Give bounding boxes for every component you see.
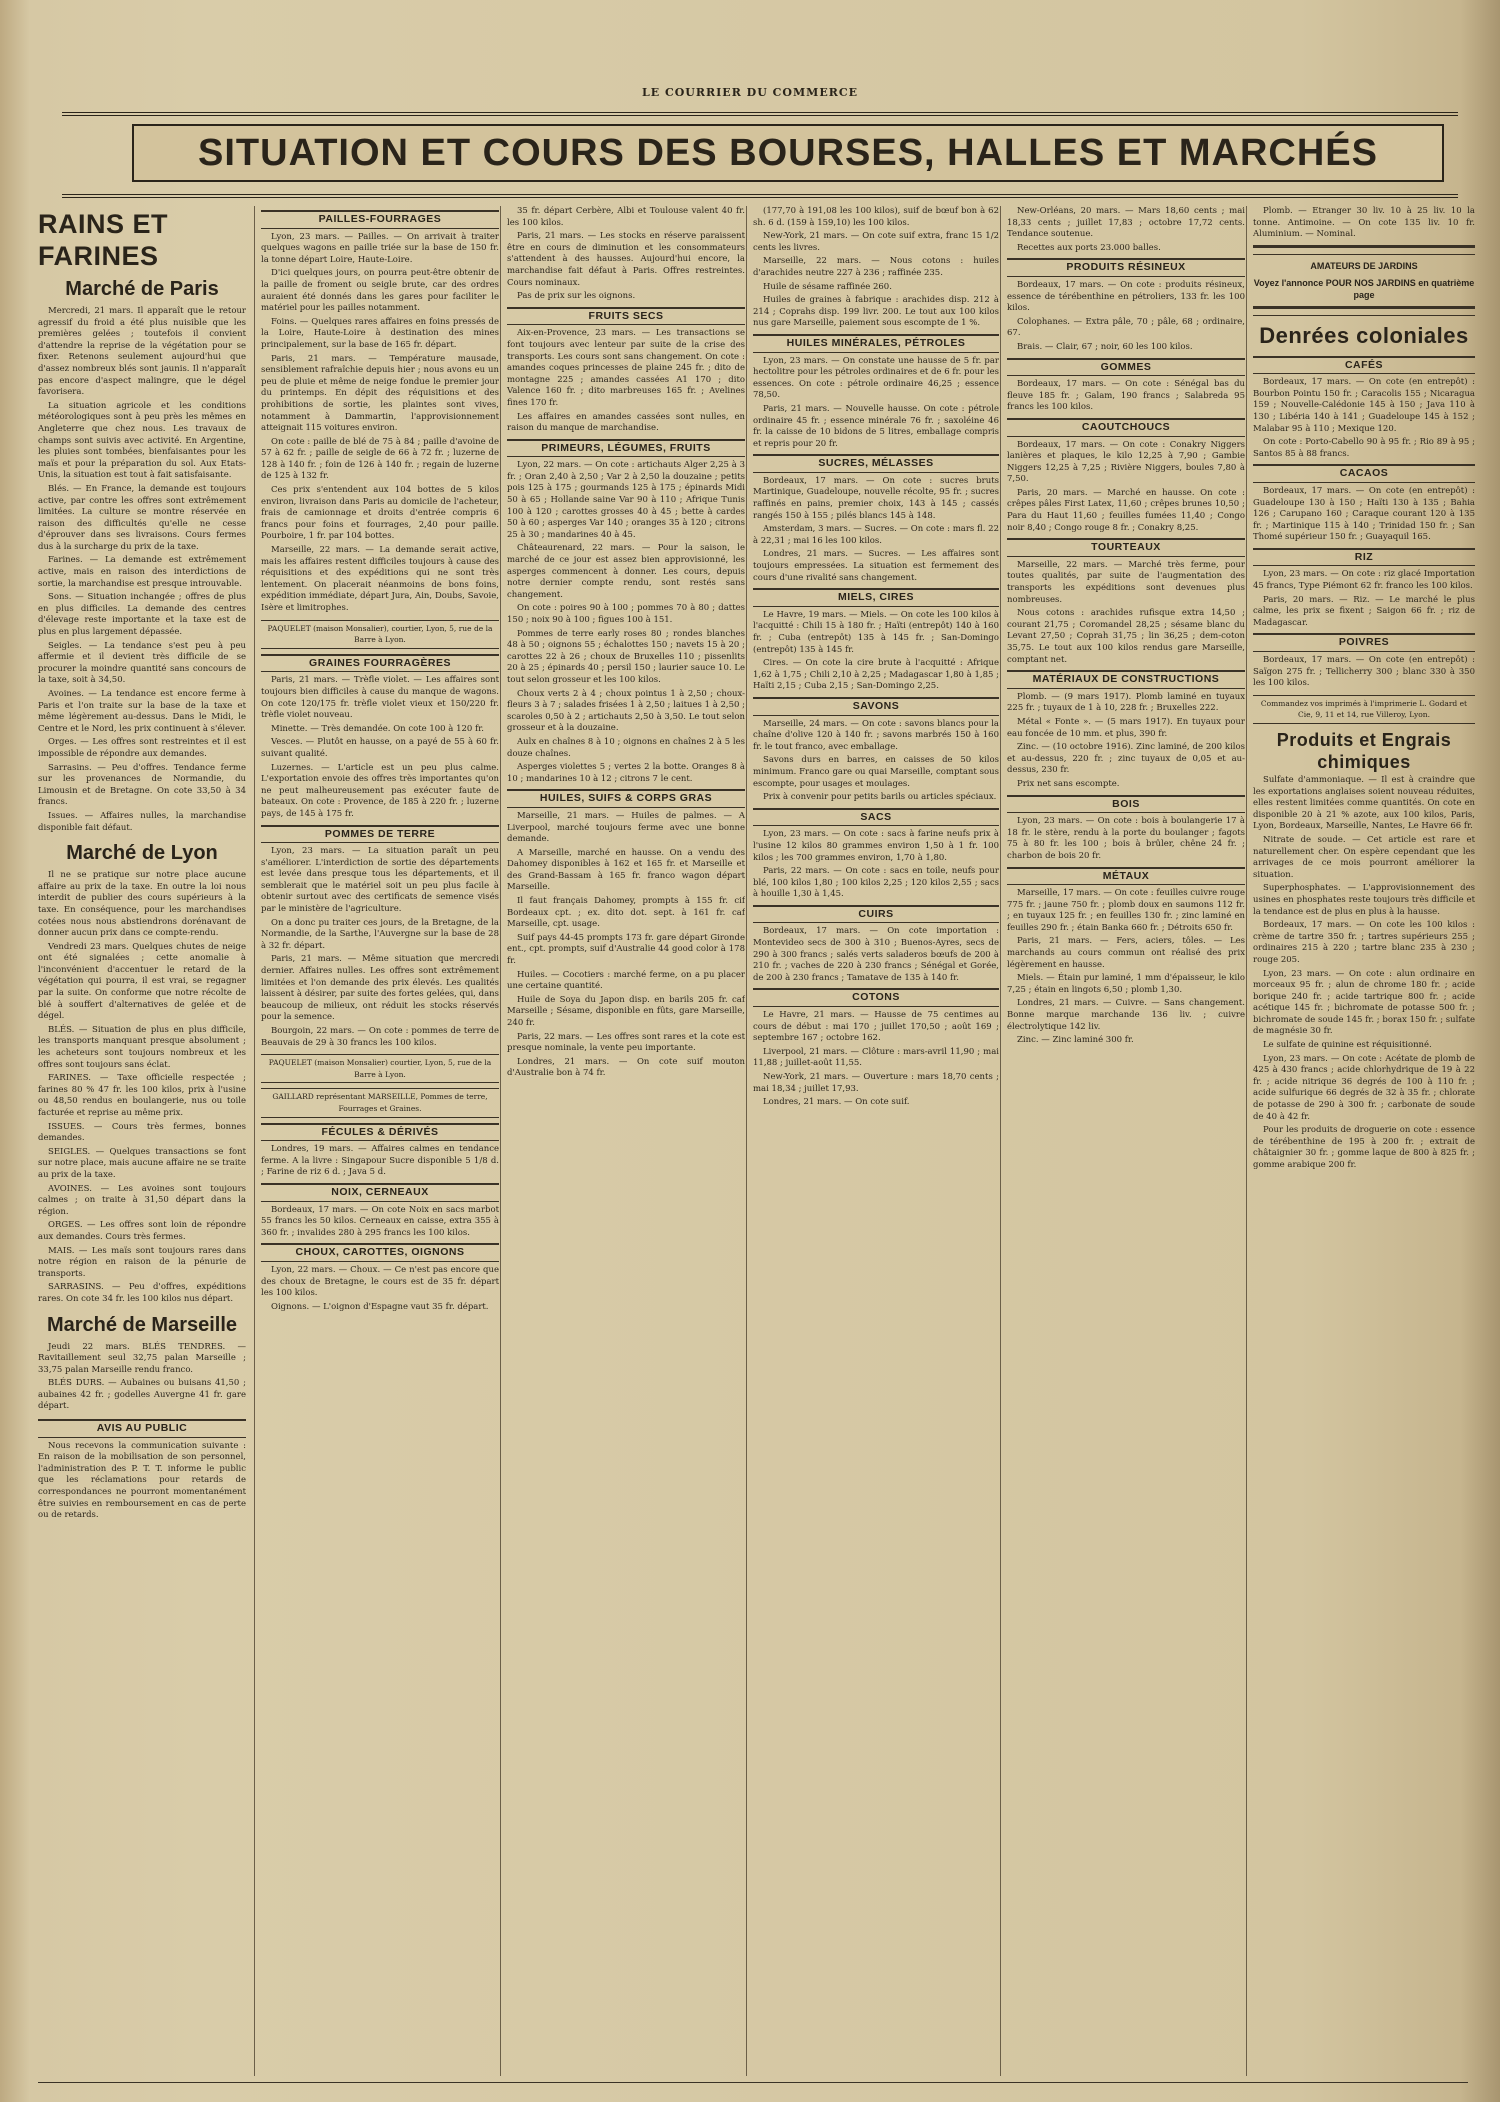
section-heading: SUCRES, MÉLASSES [753,454,999,473]
paragraph: Minette. — Très demandée. On cote 100 à 120 fr. [271,723,484,734]
paragraph: Liverpool, 21 mars. — Clôture : mars-avril 11,90 ; mai 11,88 ; juillet-août 11,55. [753,1046,999,1069]
section-heading-chemicals: Produits et Engrais chimiques [1276,730,1452,772]
paragraph: New-York, 21 mars. — On cote suif extra, franc 15 1/2 cents les livres. [753,231,999,253]
paragraph: Avoines. — La tendance est encore ferme à Paris et l'on traite sur la base de la taxe et même légèrement au-dessus. Dans le Midi, le Centre et le Nord, les prix continuent à s'élever. [38,689,246,734]
paragraph: Choux verts 2 à 4 ; choux pointus 1 à 2,50 ; choux-fleurs 3 à 7 ; salades frisées 1 à 2,50 ; laitues 1 à 2,50 ; scaroles 0,50 à 2 ; artichauts 2,50 à 3,50. Le tout selon grosseur et à la douzaine. [507,688,745,734]
paragraph: Sulfate d'ammoniaque. — Il est à craindre que les exportations anglaises soient nouveau réduites, elles restent limitées comme quantités. On cote en disponible 20 à 21 % azote, aux 100 kilos, Paris, Lyon, Bordeaux, Marseille, Nantes, Le Havre 66 fr. [1253,775,1475,832]
column-materials [1000,206,1245,2076]
paragraph: Issues. — Affaires nulles, la marchandise disponible fait défaut. [38,810,246,833]
paragraph: FARINES. — Taxe officielle respectée ; farines 80 % 47 fr. les 100 kilos, prix à l'usine ou 48,50 rendus en boulangerie, nus ou toile facturée et reprise au même prix. [38,1073,246,1118]
paragraph: A Marseille, marché en hausse. On a vendu des Dahomey disponibles à 162 et 165 fr. et Marseille et des Grand-Bassam à 165 fr. franco wagon départ Marseille. [507,847,745,893]
paragraph: Amsterdam, 3 mars. — Sucres. — On cote : mars fl. 22 à 22,31 ; mai 16 les 100 kilos. [753,524,999,546]
paragraph: Huiles. — Cocotiers : marché ferme, on a pu placer une certaine quantité. [507,969,745,992]
paragraph: Lyon, 23 mars. — Pailles. — On arrivait à traiter quelques wagons en paille triée sur la base de 150 fr. la tonne départ Loire, Haute-Loire. [261,231,499,265]
page-title: SITUATION ET COURS DES BOURSES, HALLES ET MARCHÉS [132,124,1444,182]
paragraph: Marseille, 22 mars. — Marché très ferme, pour toutes qualités, par suite de l'augmentation des transports les expéditions sont devenues plus nombreuses. [1007,559,1245,605]
paragraph: BLÉS. — Situation de plus en plus difficile, les transports manquant presque absolument ; les acheteurs sont toujours nombreux et les offres sont toujours sans éclat. [38,1024,246,1070]
section-heading: CHOUX, CAROTTES, OIGNONS [261,1243,499,1262]
paragraph: Huile de sésame raffinée 260. [763,281,892,292]
paragraph: Ces prix s'entendent aux 104 bottes de 5 kilos environ, livraison dans Paris au domicile de l'acheteur, frais de camionnage et droits d'entrée compris 6 francs pour foins et fourrages, 2,40 pour paille. Pourboire, 1 fr. par 104 bottes. [261,485,499,542]
paragraph: La situation agricole et les conditions météorologiques sont à peu près les mêmes en Angleterre que chez nous. Les travaux de champs sont suivis avec activité. En Argentine, les pluies sont tombées, bienfaisantes pour les maïs et pour la préparation du sol. Aux Etats-Unis, la situation est tout à fait satisfaisante. [38,400,246,481]
section-heading: MATÉRIAUX DE CONSTRUCTIONS [1007,670,1245,689]
paragraph: SEIGLES. — Quelques transactions se font sur notre place, mais aucune affaire ne se traite au prix de la taxe. [38,1146,246,1180]
paragraph: Zinc. — (10 octobre 1916). Zinc laminé, de 200 kilos et au-dessus, 220 fr. ; zinc tuyaux de 0,05 et au-dessus, 230 fr. [1007,742,1245,776]
paragraph: New-York, 21 mars. — Ouverture : mars 18,70 cents ; mai 18,34 ; juillet 17,93. [753,1072,999,1094]
paragraph: SARRASINS. — Peu d'offres, expéditions rares. On cote 34 fr. les 100 kilos nus départ. [38,1282,246,1304]
section-heading: HUILES, SUIFS & CORPS GRAS [507,789,745,808]
section-heading: NOIX, CERNEAUX [261,1183,499,1202]
paragraph: Mercredi, 21 mars. Il apparaît que le retour agressif du froid a été plus nuisible que les premières gelées ; toutefois il convient d'attendre la reprise de la végétation pour se fixer. Retenons seulement aujourd'hui que d'assez nombreux blés sont jaunis. Il n'apparaît pas encore d'aspect malingre, que le dégel favorisera. [38,306,246,398]
section-heading-grains: RAINS ET FARINES [38,209,169,271]
paragraph: Vesces. — Plutôt en hausse, on a payé de 55 à 60 fr. suivant qualité. [261,737,499,759]
paragraph: Paris, 21 mars. — Fers, aciers, tôles. — Les marchands au cours commun ont réalisé des prix légèrement en hausse. [1007,936,1245,970]
paragraph: Asperges violettes 5 ; vertes 2 la botte. Oranges 8 à 10 ; mandarines 10 à 12 ; citrons 7 le cent. [507,762,745,784]
paragraph: Vendredi 23 mars. Quelques chutes de neige ont été signalées ; cette anomalie à l'inconvénient d'accentuer le retard de la végétation qui pourra, il est vrai, se regagner par la suite. On conforme que notre récolte de blé à souffert d'alternatives de gelée et de dégel. [38,941,246,1022]
paragraph: AVOINES. — Les avoines sont toujours calmes ; on traite à 31,50 départ dans la région. [38,1183,246,1217]
paragraph: Superphosphates. — L'approvisionnement des usines en phosphates reste toujours très difficile et la tendance est de plus en plus à la hausse. [1253,883,1475,917]
column-oils-sugar [746,206,999,2076]
paragraph: Bordeaux, 17 mars. — On cote (en entrepôt) : Guadeloupe 130 à 150 ; Haïti 130 à 135 ; Bahia 126 ; Carupano 160 ; Caraque courant 120 à 135 fr. ; Martinique 115 à 140 ; Trinidad 150 fr. ; San Thomé supérieur 150 fr. ; Guayaquil 165. [1253,485,1475,543]
paragraph: Bourgoin, 22 mars. — On cote : pommes de terre de Beauvais de 29 à 30 francs les 100 kilos. [261,1026,499,1048]
paragraph: Colophanes. — Extra pâle, 70 ; pâle, 68 ; ordinaire, 67. [1007,316,1245,339]
section-heading: COTONS [753,988,999,1007]
section-heading-colonial: Denrées coloniales [1259,322,1469,348]
paragraph: Luzernes. — L'article est un peu plus calme. L'exportation envoie des offres très importantes qu'on ne peut malheureusement pas exécuter faute de bateaux. On cote : Provence, de 185 à 220 fr. ; luzerne pays, de 145 à 175 fr. [261,762,499,819]
paragraph: D'ici quelques jours, on pourra peut-être obtenir de la paille de froment ou seigle brute, car des ordres auraient été donnés dans les gares pour faciliter le matériel pour les pailles notamment. [261,268,499,314]
paragraph: Bordeaux, 17 mars. — On cote les 100 kilos : crème de tartre 350 fr. ; tartres supérieurs 255 ; ordinaires 215 à 220 ; tartre blanc 235 à 230 ; rouge 205. [1253,920,1475,965]
paragraph: Plomb. — Etranger 30 liv. 10 à 25 liv. 10 la tonne. Antimoine. — On cote 135 liv. 10 fr. Aluminium. — Nominal. [1253,206,1475,240]
paragraph: Lyon, 22 mars. — On cote : artichauts Alger 2,25 à 3 fr. ; Oran 2,40 à 2,50 ; Var 2 à 2,50 la douzaine ; petits pois 125 à 175 ; gourmands 125 à 175 ; épinards Midi 50 à 65 ; Hollande saine Var 90 à 110 ; Afrique Tunis 100 à 120 ; carottes grosses 40 à 45 ; bette à cardes 50 à 60 ; asperges Var 140 ; oranges 35 à 120 ; citrons 25 à 30 ; mandarines 40 à 45. [507,460,745,540]
paragraph: Marseille, 22 mars. — Nous cotons : huiles d'arachides neutre 227 à 236 ; raffinée 235. [753,256,999,278]
paragraph: Châteaurenard, 22 mars. — Pour la saison, le marché de ce jour est assez bien approvisionné, les asperges commencent à donner. Les cours, depuis notre dernier compte rendu, sont restés sans changement. [507,543,745,600]
paragraph: Il faut français Dahomey, prompts à 155 fr. cif Bordeaux cpt. ; ex. dito dot. sept. à 161 fr. caf Marseille, cpt. usage. [507,896,745,930]
paragraph: Le Havre, 19 mars. — Miels. — On cote les 100 kilos à l'acquitté : Chili 15 à 180 fr. ; Haïti (entrepôt) 140 à 160 fr. ; Cuba (entrepôt) 135 à 145 fr. ; San-Domingo (entrepôt) 135 à 145 fr. [753,609,999,655]
paragraph: 35 fr. départ Cerbère, Albi et Toulouse valent 40 fr. les 100 kilos. [507,206,745,228]
paragraph: Le Havre, 21 mars. — Hausse de 75 centimes au cours de début : mai 170 ; juillet 170,50 ; août 169 ; septembre 167 ; octobre 162. [753,1010,999,1044]
paragraph: On a donc pu traiter ces jours, de la Bretagne, de la Normandie, de la Sarthe, l'Auvergne sur la base de 28 à 32 fr. départ. [261,917,499,951]
paragraph: Nous cotons : arachides rufisque extra 14,50 ; courant 21,75 ; Coromandel 28,25 ; sésame blanc du Levant 27,50 ; Coprah 31,75 ; lin 36,25 ; dem-coton 35,75. Le tout aux 100 kilos rendus gare Marseille, comptant net. [1007,608,1245,665]
section-heading: POMMES DE TERRE [261,825,499,844]
paragraph: Seigles. — La tendance s'est peu à peu affermie et il devient très difficile de se procurer la moindre quantité sans concours de la taxe, soit à 34,50. [38,640,246,686]
masthead-banner [62,112,1458,198]
paragraph: Bordeaux, 17 mars. — On cote : produits résineux, essence de térébenthine en pétroliers, 133 fr. les 100 kilos. [1007,279,1245,314]
paragraph: (177,70 à 191,08 les 100 kilos), suif de bœuf bon à 62 sh. 6 d. (159 à 159,10) les 100 kilos. [753,206,999,228]
paragraph: Londres, 21 mars. — On cote suif. [763,1097,910,1108]
paragraph: On cote : Porto-Cabello 90 à 95 fr. ; Rio 89 à 95 ; Santos 85 à 88 francs. [1253,437,1475,459]
paragraph: Paris, 21 mars. — Les stocks en réserve paraissent être en cours de diminution et les consommateurs s'attendent à des hausses. Aujourd'hui encore, la marchandise fait défaut à Paris. Offres restreintes. Cours nominaux. [507,231,745,288]
divider [1253,306,1475,316]
section-heading: PRIMEURS, LÉGUMES, FRUITS [507,439,745,458]
paragraph: Prix net sans escompte. [1017,778,1120,789]
paragraph: Lyon, 23 mars. — On cote : Acétate de plomb de 425 à 430 francs ; acide chlorhydrique de 19 à 22 fr. ; acide nitrique 36 degrés de 100 à 110 fr. ; acide sulfurique 66 degrés de 32 à 35 fr. ; chlorate de potasse de 290 à 300 fr. ; carbonate de soude de 40 à 42 fr. [1253,1053,1475,1122]
avis-text: Nous recevons la communication suivante : En raison de la mobilisation de son personnel, l'administration des P. T. T. informe le public que les réclamations pour retards de correspondances ne pourront momentanément être suivies en remboursement en cas de perte ou de retards. [38,1440,246,1521]
section-heading: PAILLES-FOURRAGES [261,210,499,229]
paragraph: Sarrasins. — Peu d'offres. Tendance ferme sur les provenances de Normandie, du Limousin et de Bretagne. On cote 33,50 à 34 francs. [38,762,246,808]
paragraph: Londres, 21 mars. — Sucres. — Les affaires sont toujours empressées. La situation est fermement des cours d'une rivalité sans changement. [753,549,999,583]
paragraph: Lyon, 23 mars. — On cote : bois à boulangerie 17 à 18 fr. le stère, rendu à la porte du boulanger ; fagots 75 à 80 fr. les 100 ; bois à brûler, chêne 24 fr. ; charbon de bois 20 fr. [1007,816,1245,861]
advertisement-notice: PAQUELET (maison Monsalier) courtier, Lyon, 5, rue de la Barre à Lyon. [261,1054,499,1083]
section-heading: FÉCULES & DÉRIVÉS [261,1123,499,1142]
section-heading: PRODUITS RÉSINEUX [1007,258,1245,277]
advertisement-notice: GAILLARD représentant MARSEILLE, Pommes de terre, Fourrages et Graines. [261,1088,499,1117]
paragraph: Bordeaux, 17 mars. — On cote (en entrepôt) : Bourbon Pointu 150 fr. ; Caracolis 155 ; Nicaragua 159 ; Nouvelle-Calédonie 145 à 150 ; Java 110 à 130 ; Libéria 140 à 141 ; Guadeloupe 145 à 152 ; Malabar 95 à 110 ; Mexique 120. [1253,377,1475,434]
paris-market-text [38,306,246,834]
paragraph: Plomb. — (9 mars 1917). Plomb laminé en tuyaux 225 fr. ; tuyaux de 1 à 10, 228 fr. ; Bruxelles 222. [1007,691,1245,714]
column-grains [38,206,246,2076]
paragraph: Nitrate de soude. — Cet article est rare et naturellement cher. On espère cependant que les arrivages de ce mois pourront améliorer la situation. [1253,834,1475,880]
paragraph: Bordeaux, 17 mars. — On cote : sucres bruts Martinique, Guadeloupe, nouvelle récolte, 95 fr. ; sucres raffinés en pains, premier choix, 143 à 145 ; cassés rangés 150 à 155 ; pilés blancs 145 à 148. [753,475,999,521]
paragraph: On cote : poires 90 à 100 ; pommes 70 à 80 ; dattes 150 ; noix 90 à 100 ; figues 100 à 151. [507,603,745,625]
subheading-lyon: Marché de Lyon [66,842,218,865]
paragraph: Lyon, 22 mars. — Choux. — Ce n'est pas encore que des choux de Bretagne, le cours est de 35 fr. départ les 100 kilos. [261,1264,499,1299]
paragraph: Lyon, 23 mars. — La situation paraît un peu s'améliorer. L'interdiction de sortie des départements est levée dans presque tous les départements, et il semblerait que le matériel soit un peu plus facile à obtenir surtout avec des certificats de semence visés par le ministère de l'agriculture. [261,846,499,915]
paragraph: Blés. — En France, la demande est toujours active, par contre les offres sont extrêmement limitées. La culture se montre réservée en raison des difficultés qu'elle ne cesse d'éprouver dans ses livraisons. Cours fermes dus à la surcharge du prix de la taxe. [38,483,246,552]
paragraph: Il ne se pratique sur notre place aucune affaire au prix de la taxe. En outre la loi nous interdit de publier des cours supérieurs à la taxe. En conséquence, pour les marchandises cotées nous nous abstiendrons dorénavant de donner aucun prix dans ce compte-rendu. [38,870,246,939]
paragraph: Paris, 21 mars. — Nouvelle hausse. On cote : pétrole ordinaire 45 fr. ; essence minérale 76 fr. ; saxoléine 46 fr. la caisse de 10 bidons de 5 litres, emballage compris et repris pour 20 fr. [753,403,999,449]
paragraph: Bordeaux, 17 mars. — On cote : Conakry Niggers lanières et plaques, le kilo 12,25 à 7,90 ; Gambie Niggers 12,25 à 7,25 ; Rivière Niggers, boules 7,80 à 7,50. [1007,439,1245,485]
paragraph: Marseille, 17 mars. — On cote : feuilles cuivre rouge 775 fr. ; jaune 750 fr. ; plomb doux en saumons 112 fr. ; en tuyaux 125 fr. ; en feuilles 130 fr. ; zinc laminé en feuilles 290 fr. ; étain Banka 660 fr. ; Détroits 650 fr. [1007,888,1245,933]
paragraph: Suif pays 44-45 prompts 173 fr. gare départ Gironde ent., cpt. prompts, suif d'Australie 44 good color à 178 fr. [507,932,745,967]
paragraph: Lyon, 23 mars. — On constate une hausse de 5 fr. par hectolitre pour les pétroles ordinaires et de 6 fr. pour les essences. On cote : pétrole ordinaire 46,25 ; essence 78,50. [753,355,999,401]
section-heading: GRAINES FOURRAGÈRES [261,654,499,673]
lyon-market-text [38,870,246,1305]
advertisement-notice: PAQUELET (maison Monsalier), courtier, Lyon, 5, rue de la Barre à Lyon. [261,620,499,649]
section-heading: POIVRES [1253,633,1475,652]
paragraph: Farines. — La demande est extrêmement active, mais en raison des interdictions de sortie, la marchandise est presque introuvable. [38,555,246,589]
paragraph: Aix-en-Provence, 23 mars. — Les transactions se font toujours avec lenteur par suite de la crise des transports. Les cours sont sans changement. On cote : amandes coques princesses de plaine 245 fr. ; dito de montagne 225 ; amandes cassées A1 170 ; dito Valence 160 fr. ; dito marbreuses 165 fr. ; Avelines fines 170 fr. [507,328,745,408]
paragraph: Huiles de graines à fabrique : arachides disp. 212 à 214 ; Coprahs disp. 199 livr. 200. Le tout aux 100 kilos nus gare Marseille, paiement sous escompte de 1 %. [753,295,999,329]
divider [1253,245,1475,255]
paragraph: Lyon, 23 mars. — On cote : alun ordinaire en morceaux 95 fr. ; alun de chrome 180 fr. ; acide borique 240 fr. ; acide tartrique 800 fr. ; acide acétique 145 fr. ; bichromate de potasse 500 fr. ; bichromate de soude 145 fr. ; borax 150 fr. ; sulfate de magnésie 30 fr. [1253,968,1475,1037]
column-colonial-goods [1246,206,1475,2076]
paragraph: Métal « Fonte ». — (5 mars 1917). En tuyaux pour eau foncée de 10 mm. et plus, 390 fr. [1007,716,1245,739]
paragraph: Huile de Soya du Japon disp. en barils 205 fr. caf Marseille ; Sésame, disponible en fûts, gare Marseille, 240 fr. [507,994,745,1028]
section-heading: CACAOS [1253,464,1475,483]
paragraph: Paris, 21 mars. — Température mausade, sensiblement rafraîchie depuis hier ; nous avons eu un peu de pluie et même de neige fondue le premier jour du printemps. En dépit des réquisitions et des prohibitions de sortie, les plaintes sont vives, notamment à Dammartin, l'approvisionnement atteignait 115 voitures environ. [261,353,499,434]
paragraph: Sons. — Situation inchangée ; offres de plus en plus difficiles. La demande des centres d'élevage reste importante et la taxe est de plus en plus largement dépassée. [38,592,246,638]
paragraph: On cote : paille de blé de 75 à 84 ; paille d'avoine de 57 à 62 fr. ; paille de seigle de 66 à 72 fr. ; luzerne de 128 à 140 fr. ; foin de 126 à 140 fr. ; regain de luzerne de 125 à 132 fr. [261,436,499,482]
paragraph: Pas de prix sur les oignons. [517,291,636,302]
section-heading: FRUITS SECS [507,307,745,326]
column-produce [500,206,745,2076]
paragraph: Bordeaux, 17 mars. — On cote (en entrepôt) : Saïgon 275 fr. ; Tellicherry 300 ; blanc 330 à 350 les 100 kilos. [1253,655,1475,689]
paragraph: Aulx en chaînes 8 à 10 ; oignons en chaînes 2 à 5 les douze chaînes. [507,736,745,759]
paragraph: Foins. — Quelques rares affaires en foins pressés de la Loire, Haute-Loire à destination des mines principalement, sur la base de 165 fr. départ. [261,316,499,350]
section-heading: CUIRS [753,905,999,924]
paragraph: Marseille, 24 mars. — On cote : savons blancs pour la chaîne d'olive 120 à 140 fr. ; savons marbrés 150 à 160 fr. le tout franco, avec emballage. [753,718,999,752]
paragraph: Cires. — On cote la cire brute à l'acquitté : Afrique 1,62 à 1,75 ; Chili 2,10 à 2,25 ; Madagascar 1,80 à 1,85 ; Haïti 2,15 ; Cuba 2,15 ; San-Domingo 2,25. [753,658,999,692]
paragraph: ISSUES. — Cours très fermes, bonnes demandes. [38,1121,246,1144]
paragraph: Londres, 21 mars. — Cuivre. — Sans changement. Bonne marque marchande 136 liv. ; cuivre électrolytique 142 liv. [1007,998,1245,1032]
section-heading: SAVONS [753,697,999,716]
paragraph: ORGES. — Les offres sont loin de répondre aux demandes. Cours très fermes. [38,1220,246,1242]
paragraph: New-Orléans, 20 mars. — Mars 18,60 cents ; mai 18,33 cents ; juillet 17,83 ; octobre 17,72 cents. Tendance soutenue. [1007,206,1245,240]
bottom-rule [38,2082,1468,2083]
paragraph: Marseille, 22 mars. — La demande serait active, mais les affaires restent difficiles toujours à cause des réquisitions et des expéditions qui ne sont très lentement. On placerait néanmoins de bons foins, expédition immédiate, départ Jura, Ain, Doubs, Savoie, Isère et limitrophes. [261,545,499,613]
section-heading: HUILES MINÉRALES, PÉTROLES [753,334,999,353]
paragraph: Le sulfate de quinine est réquisitionné. [1263,1040,1432,1051]
paragraph: Paris, 22 mars. — On cote : sacs en toile, neufs pour blé, 100 kilos 1,80 ; 100 kilos 2,25 ; 120 kilos 2,55 ; sacs à houille 1,30 à 1,45. [753,866,999,900]
paragraph: Bordeaux, 17 mars. — On cote importation : Montevideo secs de 300 à 310 ; Buenos-Ayres, secs de 290 à 300 francs ; salés verts saladeros bœufs de 200 à 210 fr. ; vaches de 220 à 230 francs ; Sénégal et Gorée, de 200 à 230 francs ; Tamatave de 135 à 140 fr. [753,926,999,983]
paragraph: Recettes aux ports 23.000 balles. [1017,242,1161,253]
paragraph: Paris, 22 mars. — Les offres sont rares et la cote est presque nominale, la vente peu importante. [507,1031,745,1054]
paragraph: Oignons. — L'oignon d'Espagne vaut 35 fr. départ. [271,1301,489,1312]
section-heading: SACS [753,808,999,827]
paragraph: Brais. — Clair, 67 ; noir, 60 les 100 kilos. [1017,341,1193,352]
section-heading: GOMMES [1007,358,1245,377]
paragraph: Prix à convenir pour petits barils ou articles spéciaux. [763,792,997,803]
avis-heading: AVIS AU PUBLIC [38,1419,246,1438]
paragraph: Savons durs en barres, en caisses de 50 kilos minimum. Franco gare ou quai Marseille, comptant sous escompte, pour usages et moulages. [753,755,999,789]
running-head: LE COURRIER DU COMMERCE [642,86,858,99]
paragraph: MAIS. — Les maïs sont toujours rares dans notre région en raison de la pénurie de transports. [38,1245,246,1279]
paragraph: Paris, 21 mars. — Même situation que mercredi dernier. Affaires nulles. Les offres sont extrêmement limitées et l'on demande des prix élevés. Les qualités laissent à désirer, par suite des fortes gelées, qui, dans beaucoup de milieux, ont réduit les stocks réservés pour la semence. [261,954,499,1023]
paragraph: Lyon, 23 mars. — On cote : riz glacé Importation 45 francs, Type Piémont 62 fr. franco les 100 kilos. [1253,569,1475,592]
printer-notice: Commandez vos imprimés à l'imprimerie L. Godard et Cie, 9, 11 et 14, rue Villeroy, Lyon. [1253,695,1475,724]
paragraph: Paris, 20 mars. — Marché en hausse. On cote : crêpes pâles First Latex, 11,60 ; crêpes brunes 10,50 ; Para du Haut 11,60 ; feuilles fumées 11,40 ; Congo noir 8,40 ; Congo rouge 8 fr. ; Conakry 8,25. [1007,487,1245,533]
section-heading: MIELS, CIRES [753,588,999,607]
section-heading: TOURTEAUX [1007,538,1245,557]
paragraph: Pommes de terre early roses 80 ; rondes blanches 48 à 50 ; oignons 55 ; échalottes 150 ; navets 15 à 20 ; carottes 22 à 26 ; choux de Bruxelles 110 ; pissenlits 20 à 25 ; épinards 40 ; persil 150 ; laurier sauce 10. Le tout selon grosseur et les 100 kilos. [507,628,745,685]
paragraph: Zinc. — Zinc laminé 300 fr. [1017,1035,1134,1046]
section-heading: RIZ [1253,548,1475,567]
column-forage [254,206,499,2076]
paragraph: Miels. — Étain pur laminé, 1 mm d'épaisseur, le kilo 7,25 ; étain en lingots 6,50 ; plomb 1,30. [1007,973,1245,995]
paragraph: Jeudi 22 mars. BLÉS TENDRES. — Ravitaillement seul 32,75 palan Marseille ; 33,75 palan Marseille rendu franco. [38,1341,246,1375]
paragraph: Bordeaux, 17 mars. — On cote : Sénégal bas du fleuve 185 fr. ; Galam, 190 francs ; Salabreda 95 francs les 100 kilos. [1007,379,1245,413]
paragraph: Bordeaux, 17 mars. — On cote Noix en sacs marbot 55 francs les 50 kilos. Cerneaux en caisse, extra 355 à 360 fr. ; invalides 280 à 295 francs les 100 kilos. [261,1204,499,1238]
subheading-marseille: Marché de Marseille [46,1313,238,1336]
marseille-market-text [38,1342,246,1414]
paragraph: Lyon, 23 mars. — On cote : sacs à farine neufs prix à l'usine 12 kilos 80 grammes environ 1,50 à 1 fr. 100 kilos ; les 700 grammes environ, 1,70 à 1,80. [753,829,999,863]
paragraph: Londres, 21 mars. — On cote suif mouton d'Australie bon à 74 fr. [507,1056,745,1079]
paragraph: Paris, 21 mars. — Trèfle violet. — Les affaires sont toujours bien difficiles à cause du manque de wagons. On cote 120/175 fr. trèfle violet vieux et 150/220 fr. trèfle violet nouveau. [261,675,499,721]
paragraph: BLÉS DURS. — Aubaines ou buisans 41,50 ; aubaines 42 fr. ; godelles Auvergne 41 fr. gare départ. [38,1378,246,1412]
paragraph: Marseille, 21 mars. — Huiles de palmes. — A Liverpool, marché toujours ferme avec une bonne demande. [507,810,745,845]
paragraph: Paris, 20 mars. — Riz. — Le marché le plus calme, les prix se fixent ; Saigon 66 fr. ; riz de Madagascar. [1253,594,1475,628]
section-heading: CAOUTCHOUCS [1007,418,1245,437]
section-heading: BOIS [1007,795,1245,814]
paragraph: Les affaires en amandes cassées sont nulles, en raison du manque de marchandise. [507,411,745,434]
paragraph: Londres, 19 mars. — Affaires calmes en tendance ferme. A la livre : Singapour Sucre disponible 5 1/8 d. ; Farine de riz 6 d. ; Java 5 d. [261,1144,499,1178]
section-heading: CAFÉS [1253,356,1475,375]
section-heading: MÉTAUX [1007,867,1245,886]
paragraph: Pour les produits de droguerie on cote : essence de térébenthine de 195 à 200 fr. ; extrait de châtaignier 30 fr. ; gomme laque de 800 à 825 fr. ; gomme arabique 200 fr. [1253,1125,1475,1170]
subheading-paris: Marché de Paris [65,278,219,300]
promo-heading: AMATEURS DE JARDINS [1310,260,1418,271]
promo-subtext: Voyez l'annonce POUR NOS JARDINS en quatrième page [1253,278,1475,300]
paragraph: Orges. — Les offres sont restreintes et il est impossible de répondre aux demandes. [38,737,246,759]
